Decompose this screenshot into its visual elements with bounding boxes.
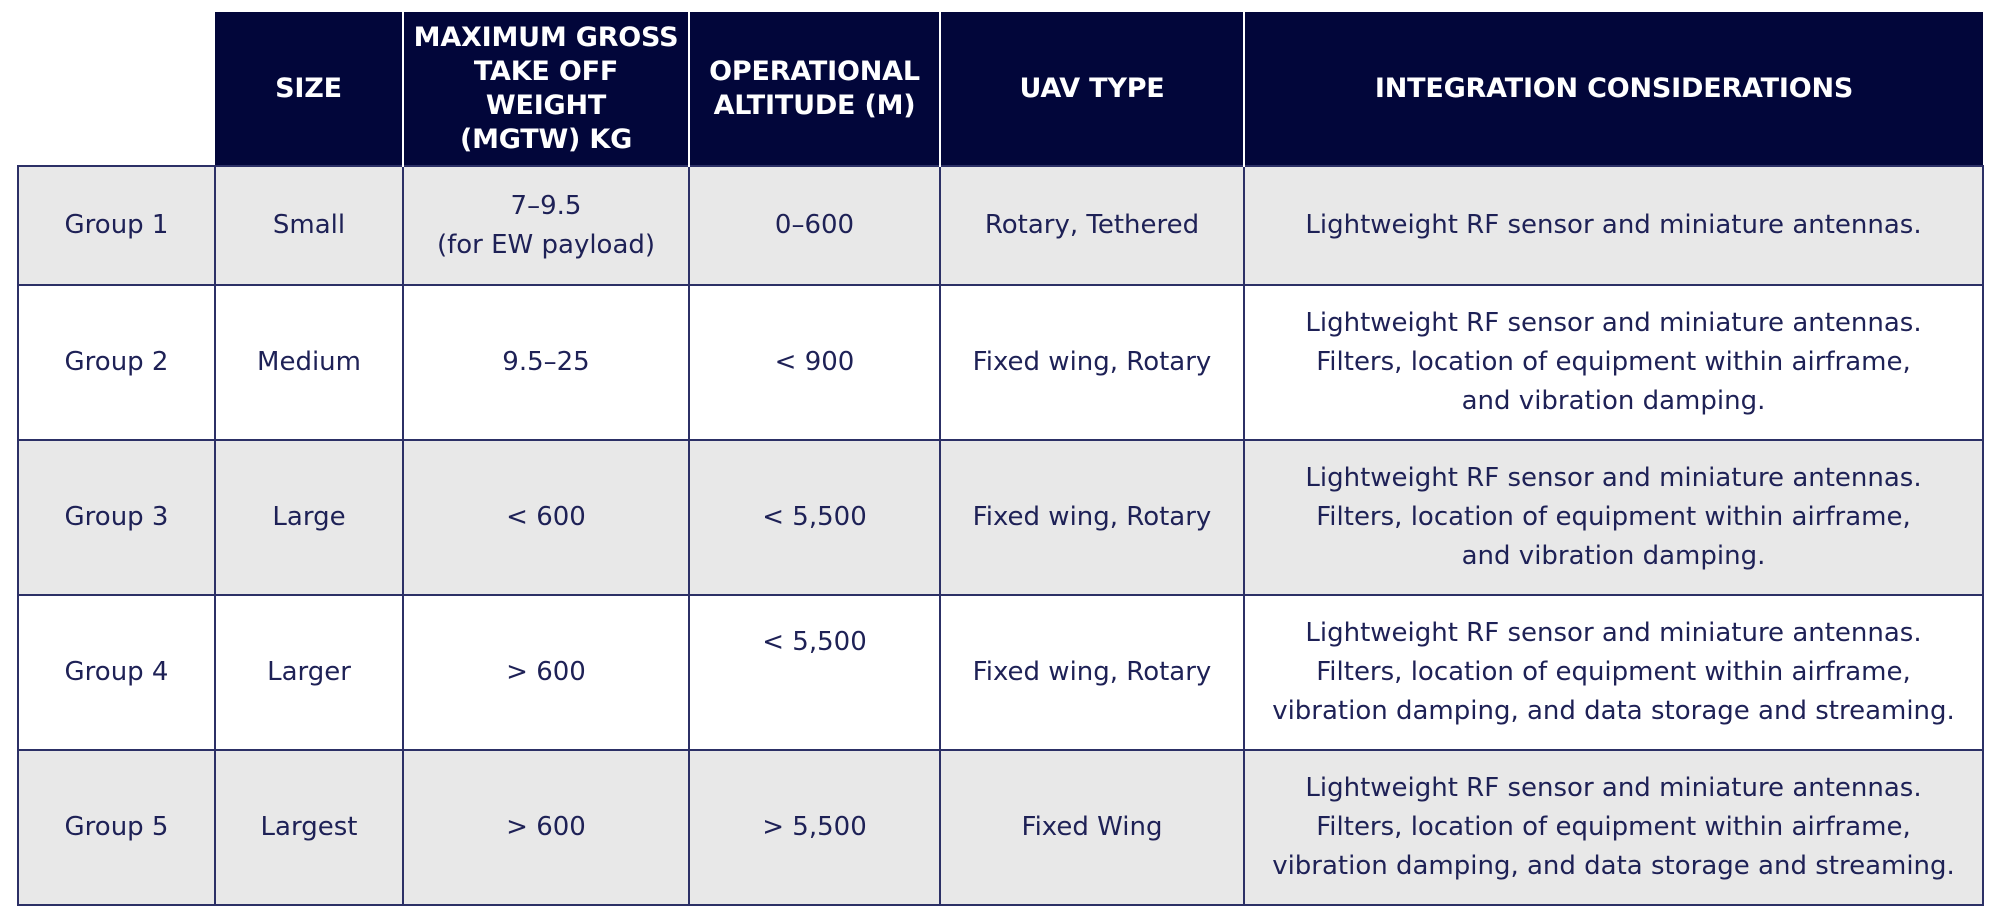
table-row (18, 285, 1983, 440)
header-weight-line: (MGTW) KG (459, 123, 633, 155)
altitude-cell: 0–600 (689, 166, 940, 285)
weight-line: 7–9.5 (510, 190, 582, 221)
group-cell: Group 3 (18, 440, 215, 595)
uav-type-cell: Fixed wing, Rotary (940, 595, 1244, 750)
integration-line: vibration damping, and data storage and streaming. (1272, 851, 1955, 881)
integration-cell (1244, 750, 1983, 905)
integration-line: Filters, location of equipment within airframe, (1316, 347, 1911, 377)
header-altitude-line: OPERATIONAL (709, 55, 920, 87)
integration-line: Lightweight RF sensor and miniature antennas. (1305, 210, 1922, 240)
weight-line: 9.5–25 (502, 347, 590, 377)
weight-line: (for EW payload) (436, 229, 656, 260)
integration-line: vibration damping, and data storage and streaming. (1272, 696, 1955, 726)
integration-cell (1244, 166, 1983, 285)
integration-line: Lightweight RF sensor and miniature antennas. (1305, 308, 1922, 338)
weight-cell (403, 440, 689, 595)
integration-line: Lightweight RF sensor and miniature antennas. (1305, 773, 1922, 803)
integration-cell (1244, 440, 1983, 595)
uav-type-cell: Fixed wing, Rotary (940, 440, 1244, 595)
size-cell: Large (215, 440, 403, 595)
integration-line: and vibration damping. (1461, 386, 1766, 416)
group-cell: Group 5 (18, 750, 215, 905)
weight-line: > 600 (506, 812, 586, 842)
uav-groups-table (17, 12, 1984, 906)
weight-line: < 600 (506, 502, 586, 532)
group-cell: Group 4 (18, 595, 215, 750)
table-header (18, 12, 1983, 166)
size-cell: Medium (215, 285, 403, 440)
size-cell: Largest (215, 750, 403, 905)
header-weight-line: TAKE OFF WEIGHT (473, 55, 619, 121)
header-size: SIZE (215, 12, 403, 166)
weight-cell (403, 285, 689, 440)
header-max-gross-takeoff-weight (403, 12, 689, 166)
header-row (18, 12, 1983, 166)
header-corner-empty (18, 12, 215, 166)
header-operational-altitude (689, 12, 940, 166)
header-altitude-line: ALTITUDE (M) (713, 89, 916, 121)
table-body (18, 166, 1983, 905)
weight-cell (403, 595, 689, 750)
altitude-cell (689, 595, 940, 750)
header-integration-considerations: INTEGRATION CONSIDERATIONS (1244, 12, 1983, 166)
weight-cell (403, 166, 689, 285)
altitude-cell: > 5,500 (689, 750, 940, 905)
table-row (18, 595, 1983, 750)
integration-line: and vibration damping. (1461, 541, 1766, 571)
integration-line: Lightweight RF sensor and miniature antennas. (1305, 618, 1922, 648)
integration-cell (1244, 595, 1983, 750)
header-uav-type: UAV TYPE (940, 12, 1244, 166)
altitude-cell: < 900 (689, 285, 940, 440)
group-cell: Group 2 (18, 285, 215, 440)
integration-line: Filters, location of equipment within airframe, (1316, 812, 1911, 842)
size-cell: Small (215, 166, 403, 285)
integration-line: Lightweight RF sensor and miniature antennas. (1305, 463, 1922, 493)
header-weight-line: MAXIMUM GROSS (413, 21, 679, 53)
weight-line: > 600 (506, 657, 586, 687)
table-row (18, 440, 1983, 595)
size-cell: Larger (215, 595, 403, 750)
integration-line: Filters, location of equipment within airframe, (1316, 657, 1911, 687)
group-cell: Group 1 (18, 166, 215, 285)
table-row (18, 750, 1983, 905)
uav-type-cell: Rotary, Tethered (940, 166, 1244, 285)
uav-type-cell: Fixed Wing (940, 750, 1244, 905)
altitude-value: < 5,500 (762, 627, 867, 657)
weight-cell (403, 750, 689, 905)
integration-cell (1244, 285, 1983, 440)
table-row (18, 166, 1983, 285)
altitude-cell: < 5,500 (689, 440, 940, 595)
uav-type-cell: Fixed wing, Rotary (940, 285, 1244, 440)
integration-line: Filters, location of equipment within airframe, (1316, 502, 1911, 532)
